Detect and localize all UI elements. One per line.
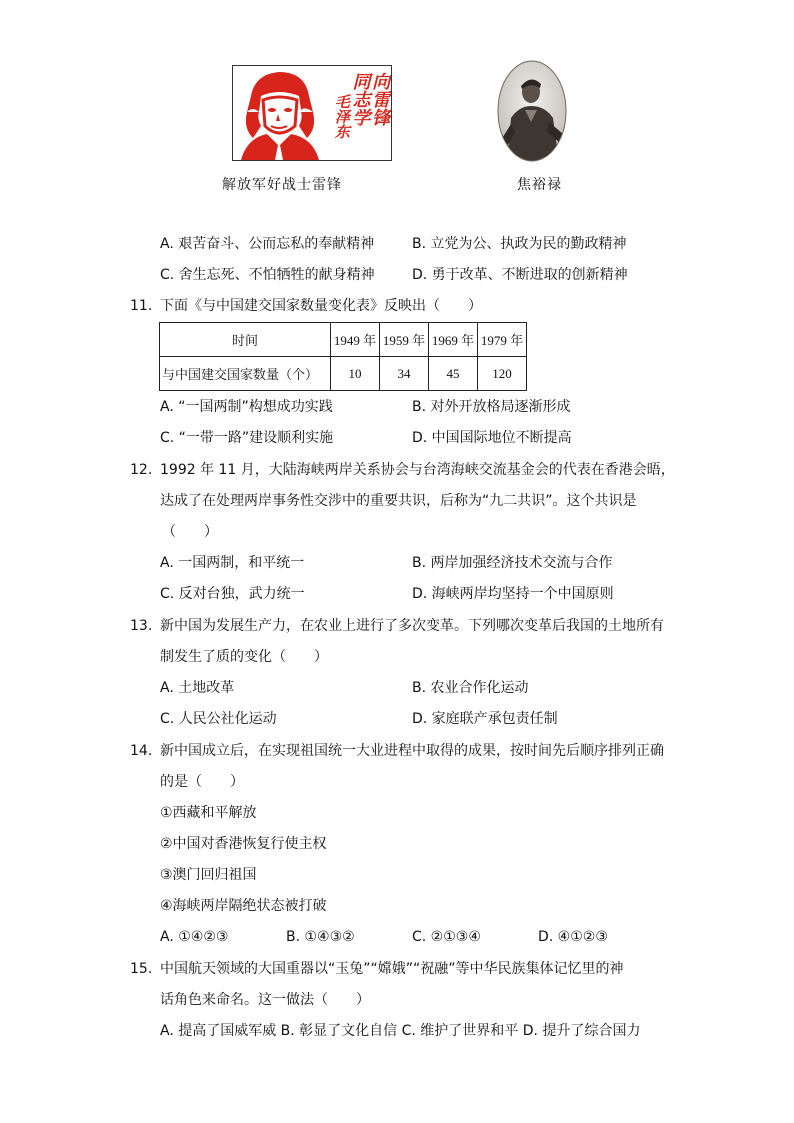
q12-stem-line-3: （ ） [162, 524, 218, 540]
q14-option-c: C. ②①③④ [412, 929, 481, 945]
q13-stem-line-1: 新中国为发展生产力，在农业上进行了多次变革。下列哪次变革后我国的土地所有 [160, 618, 664, 634]
q14-stem-line-2: 的是（ ） [160, 774, 244, 790]
q12-option-b: B. 两岸加强经济技术交流与合作 [412, 555, 613, 571]
q13-stem-line-2: 制发生了质的变化（ ） [160, 649, 328, 665]
calligraphy-line-1: 向雷锋 [369, 72, 391, 126]
jiaoyulu-photo [497, 60, 567, 162]
q11-option-c: C. “一带一路”建设顺利实施 [160, 430, 334, 446]
calligraphy-line-3: 毛泽东 [332, 94, 351, 139]
q14-option-d: D. ④①②③ [538, 929, 608, 945]
q14-item-1: ①西藏和平解放 [160, 805, 257, 821]
table-row-label: 与中国建交国家数量（个） [160, 357, 331, 391]
jiaoyulu-photo-svg [497, 60, 567, 162]
calligraphy-line-2: 同志学 [349, 72, 371, 126]
q15-options: A. 提高了国威军威 B. 彰显了文化自信 C. 维护了世界和平 D. 提升了综合国力 [160, 1023, 641, 1039]
q12-stem-line-2: 达成了在处理两岸事务性交涉中的重要共识，后称为“九二共识”。这个共识是 [160, 493, 637, 509]
q14-number: 14. [130, 743, 153, 759]
q15-stem-line-1: 中国航天领域的大国重器以“玉兔”“嫦娥”“祝融”等中华民族集体记忆里的神 [160, 961, 624, 977]
q10-option-d: D. 勇于改革、不断进取的创新精神 [412, 267, 628, 283]
q15-stem-line-2: 话角色来命名。这一做法（ ） [160, 992, 370, 1008]
q14-option-a: A. ①④②③ [160, 929, 229, 945]
table-cell: 10 [331, 357, 380, 391]
table-header-cell: 1969 年 [429, 323, 478, 357]
q10-option-a: A. 艰苦奋斗、公而忘私的奉献精神 [160, 236, 375, 252]
q12-option-a: A. 一国两制，和平统一 [160, 555, 305, 571]
table-cell: 45 [429, 357, 478, 391]
diplomatic-relations-table [159, 322, 527, 391]
caption-jiaoyulu: 焦裕禄 [517, 177, 562, 193]
q10-option-c: C. 舍生忘死、不怕牺牲的献身精神 [160, 267, 375, 283]
table-header-cell: 时间 [160, 323, 331, 357]
q12-option-d: D. 海峡两岸均坚持一个中国原则 [412, 586, 614, 602]
table-header-row [160, 323, 527, 357]
q13-option-c: C. 人民公社化运动 [160, 711, 277, 727]
q10-option-b: B. 立党为公、执政为民的勤政精神 [412, 236, 627, 252]
q11-option-d: D. 中国国际地位不断提高 [412, 430, 572, 446]
q11-option-b: B. 对外开放格局逐渐形成 [412, 399, 571, 415]
q11-stem: 下面《与中国建交国家数量变化表》反映出（ ） [160, 298, 482, 314]
table-row [160, 357, 527, 391]
q13-number: 13. [130, 618, 153, 634]
caption-leifeng: 解放军好战士雷锋 [222, 177, 342, 193]
q12-number: 12. [130, 462, 153, 478]
q11-option-a: A. “一国两制”构想成功实践 [160, 399, 333, 415]
q15-number: 15. [130, 961, 153, 977]
q14-option-b: B. ①④③② [286, 929, 355, 945]
q12-stem-line-1: 1992 年 11 月，大陆海峡两岸关系协会与台湾海峡交流基金会的代表在香港会晤， [160, 462, 675, 478]
q12-option-c: C. 反对台独，武力统一 [160, 586, 305, 602]
q11-number: 11. [130, 298, 153, 314]
q14-item-3: ③澳门回归祖国 [160, 867, 257, 883]
q14-item-4: ④海峡两岸隔绝状态被打破 [160, 898, 327, 914]
calligraphy [333, 72, 389, 156]
table-cell: 34 [380, 357, 429, 391]
q14-item-2: ②中国对香港恢复行使主权 [160, 836, 327, 852]
q13-option-b: B. 农业合作化运动 [412, 680, 529, 696]
table-header-cell: 1959 年 [380, 323, 429, 357]
q13-option-a: A. 土地改革 [160, 680, 235, 696]
table-header-cell: 1979 年 [478, 323, 527, 357]
table-header-cell: 1949 年 [331, 323, 380, 357]
leifeng-image [232, 65, 392, 161]
q13-option-d: D. 家庭联产承包责任制 [412, 711, 558, 727]
q14-stem-line-1: 新中国成立后，在实现祖国统一大业进程中取得的成果，按时间先后顺序排列正确 [160, 743, 664, 759]
table-cell: 120 [478, 357, 527, 391]
